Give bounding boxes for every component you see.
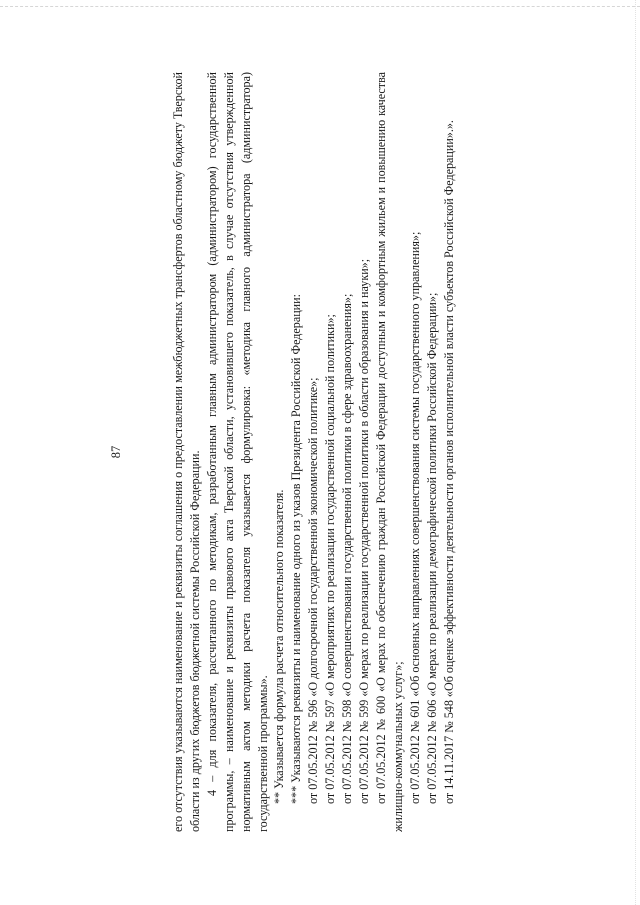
decree-item: от 14.11.2017 № 548 «Об оценке эффективности деятельности органов исполнительной власти субъектов Российской Федерации».».	[441, 120, 456, 804]
scan-edge-right	[635, 0, 636, 905]
footnote-double-asterisk: ** Указывается формула расчета относительного показателя.	[272, 489, 287, 804]
paragraph-methodology: 4 – для показателя, рассчитанного по методикам, разработанным главным администратором (администратором) государственной программы, – наименование и реквизиты правового акта Тверской области, установившего показатель, в случае отсутствия утвержденной нормативным актом методики расчета показателя указывается формулировка: «методика главного администратора (администратора) государственной программы».	[204, 72, 270, 832]
decree-item: от 07.05.2012 № 597 «О мероприятиях по реализации государственной социальной политики»;	[323, 314, 338, 804]
decree-item: от 07.05.2012 № 598 «О совершенствовании государственной политики в сфере здравоохранения»;	[340, 293, 355, 804]
page-number: 87	[109, 445, 123, 459]
decree-item: от 07.05.2012 № 596 «О долгосрочной государственной экономической политике»;	[306, 377, 321, 804]
decree-item: от 07.05.2012 № 600 «О мерах по обеспечению граждан Российской Федерации доступным и комфортным жильем и повышению качества жилищно-коммунальных услуг»;	[373, 72, 405, 832]
paragraph-transfers: его отсутствия указываются наименование и реквизиты соглашения о предоставлении межбюджетных трансфертов областному бюджету Тверской области из других бюджетов бюджетной системы Российской Федерации.	[171, 72, 202, 832]
document-page	[109, 72, 470, 832]
scan-edge-top	[0, 6, 640, 7]
decree-item: от 07.05.2012 № 601 «Об основных направлениях совершенствования системы государственного управления»;	[407, 231, 422, 804]
decree-item: от 07.05.2012 № 606 «О мерах по реализации демографической политики Российской Федерации»;	[424, 292, 439, 804]
decree-item: от 07.05.2012 № 599 «О мерах по реализации государственной политики в области образования и науки»;	[356, 258, 371, 804]
footnote-triple-asterisk: *** Указываются реквизиты и наименование одного из указов Президента Российской Федерации:	[289, 294, 304, 804]
